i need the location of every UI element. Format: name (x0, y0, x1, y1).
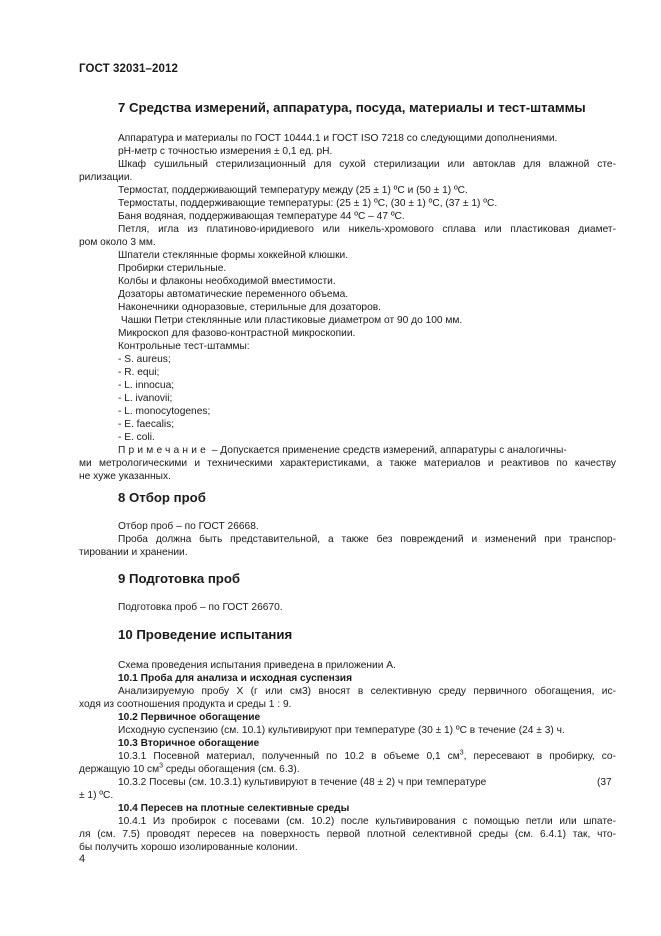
paragraph-line: Подготовка проб – по ГОСТ 26670. (118, 602, 283, 613)
note-line (118, 444, 567, 458)
paragraph-line: Отбор проб – по ГОСТ 26668. (118, 521, 259, 532)
paragraph-line: Шпатели стеклянные формы хоккейной клюшки. (118, 250, 349, 261)
paragraph-line: Схема проведения испытания приведена в приложении А. (118, 660, 396, 671)
note-label: Примечание (118, 445, 209, 456)
section-10-heading: 10 Проведение испытания (118, 627, 293, 642)
subsection-heading: 10.4 Пересев на плотные селективные среды (118, 803, 350, 814)
superscript: 3 (159, 762, 163, 770)
paragraph-line: Аппаратура и материалы по ГОСТ 10444.1 и ГОСТ ISO 7218 со следующими дополнениями. (118, 133, 558, 144)
paragraph-line: 10.4.1 Из пробирок с посевами (см. 10.2) после культивирования с помощью петли или шпате- (118, 816, 616, 827)
note-line: не хуже указанных. (79, 471, 171, 482)
paragraph-line (79, 763, 300, 777)
section-7-heading: 7 Средства измерений, аппаратура, посуда, материалы и тест-штаммы (118, 100, 586, 115)
paragraph-line: Проба должна быть представительной, а также без повреждений и изменений при транспор- (118, 534, 616, 545)
list-item: - E. faecalis; (118, 419, 175, 430)
list-item: - L. ivanovii; (118, 393, 173, 404)
paragraph-line: ходя из соотношения продукта и среды 1 : 9. (79, 699, 292, 710)
paragraph-line: Наконечники одноразовые, стерильные для дозаторов. (118, 302, 381, 313)
note-line: ми метрологическими и техническими характеристиками, а также материалов и реактивов по качеству (79, 458, 616, 469)
paragraph-line: pH-метр с точностью измерения ± 0,1 ед. pH. (118, 146, 333, 157)
paragraph-line: Исходную суспензию (см. 10.1) культивируют при температуре (30 ± 1) ºC в течение (24 ± 3) ч. (118, 725, 565, 736)
section-9-heading: 9 Подготовка проб (118, 571, 241, 586)
list-item: - S. aureus; (118, 354, 171, 365)
document-header: ГОСТ 32031–2012 (79, 63, 179, 75)
paragraph-line: Петля, игла из платиново-иридиевого или никель-хромового сплава или пластиковая диамет- (118, 224, 616, 235)
paragraph-line: Микроскоп для фазово-контрастной микроскопии. (118, 328, 356, 339)
list-item: - L. monocytogenes; (118, 406, 211, 417)
text-run: 10.3.1 Посевной материал, полученный по 10.2 в объеме 0,1 см (118, 751, 460, 762)
paragraph-line: Термостат, поддерживающий температуру между (25 ± 1) ºC и (50 ± 1) ºC. (118, 185, 468, 196)
paragraph-line: бы получить хорошо изолированные колонии. (79, 842, 298, 853)
paragraph-line: ля (см. 7.5) проводят пересев на поверхность первой плотной селективной среды (см. 6.4.1) так, что- (79, 829, 616, 840)
paragraph-line: ром около 3 мм. (79, 237, 156, 248)
paragraph-line: ± 1) ºC. (79, 790, 114, 801)
text-run: среды обогащения (см. 6.3). (162, 764, 300, 775)
paragraph-line-end: (37 (597, 777, 612, 788)
paragraph-line: Чашки Петри стеклянные или пластиковые диаметром от 90 до 100 мм. (118, 315, 463, 326)
paragraph-line: Термостаты, поддерживающие температуры: (25 ± 1) ºC, (30 ± 1) ºC, (37 ± 1) ºC. (118, 198, 498, 209)
paragraph-line: Колбы и флаконы необходимой вместимости. (118, 276, 336, 287)
list-item: - E. coli. (118, 432, 155, 443)
paragraph-line: Баня водяная, поддерживающая температуре 44 ºC – 47 ºC. (118, 211, 405, 222)
text-run: , пересевают в пробирку, со- (463, 751, 616, 762)
paragraph-line: Контрольные тест-штаммы: (118, 341, 250, 352)
subsection-heading: 10.2 Первичное обогащение (118, 712, 261, 723)
paragraph-line: Дозаторы автоматические переменного объема. (118, 289, 349, 300)
paragraph-line: Пробирки стерильные. (118, 263, 227, 274)
text-run: держащую 10 см (79, 764, 160, 775)
list-item: - L. innocua; (118, 380, 175, 391)
list-item: - R. equi; (118, 367, 160, 378)
superscript: 3 (459, 749, 464, 757)
subsection-heading: 10.3 Вторичное обогащение (118, 738, 260, 749)
paragraph-line: рилизации. (79, 172, 133, 183)
page-number: 4 (79, 853, 86, 865)
note-text: – Допускается применение средств измерений, аппаратуры с аналогичны- (208, 445, 567, 456)
section-8-heading: 8 Отбор проб (118, 490, 206, 505)
paragraph-line: тировании и хранении. (79, 547, 188, 558)
paragraph-line: Анализируемую пробу Х (г или см3) вносят в селективную среду первичного обогащения, ис- (118, 686, 616, 697)
subsection-heading: 10.1 Проба для анализа и исходная суспензия (118, 673, 353, 684)
paragraph-line: 10.3.2 Посевы (см. 10.3.1) культивируют в течение (48 ± 2) ч при температуре (118, 777, 487, 788)
paragraph-line (118, 750, 616, 764)
paragraph-line: Шкаф сушильный стерилизационный для сухой стерилизации или автоклав для влажной сте- (118, 159, 616, 170)
